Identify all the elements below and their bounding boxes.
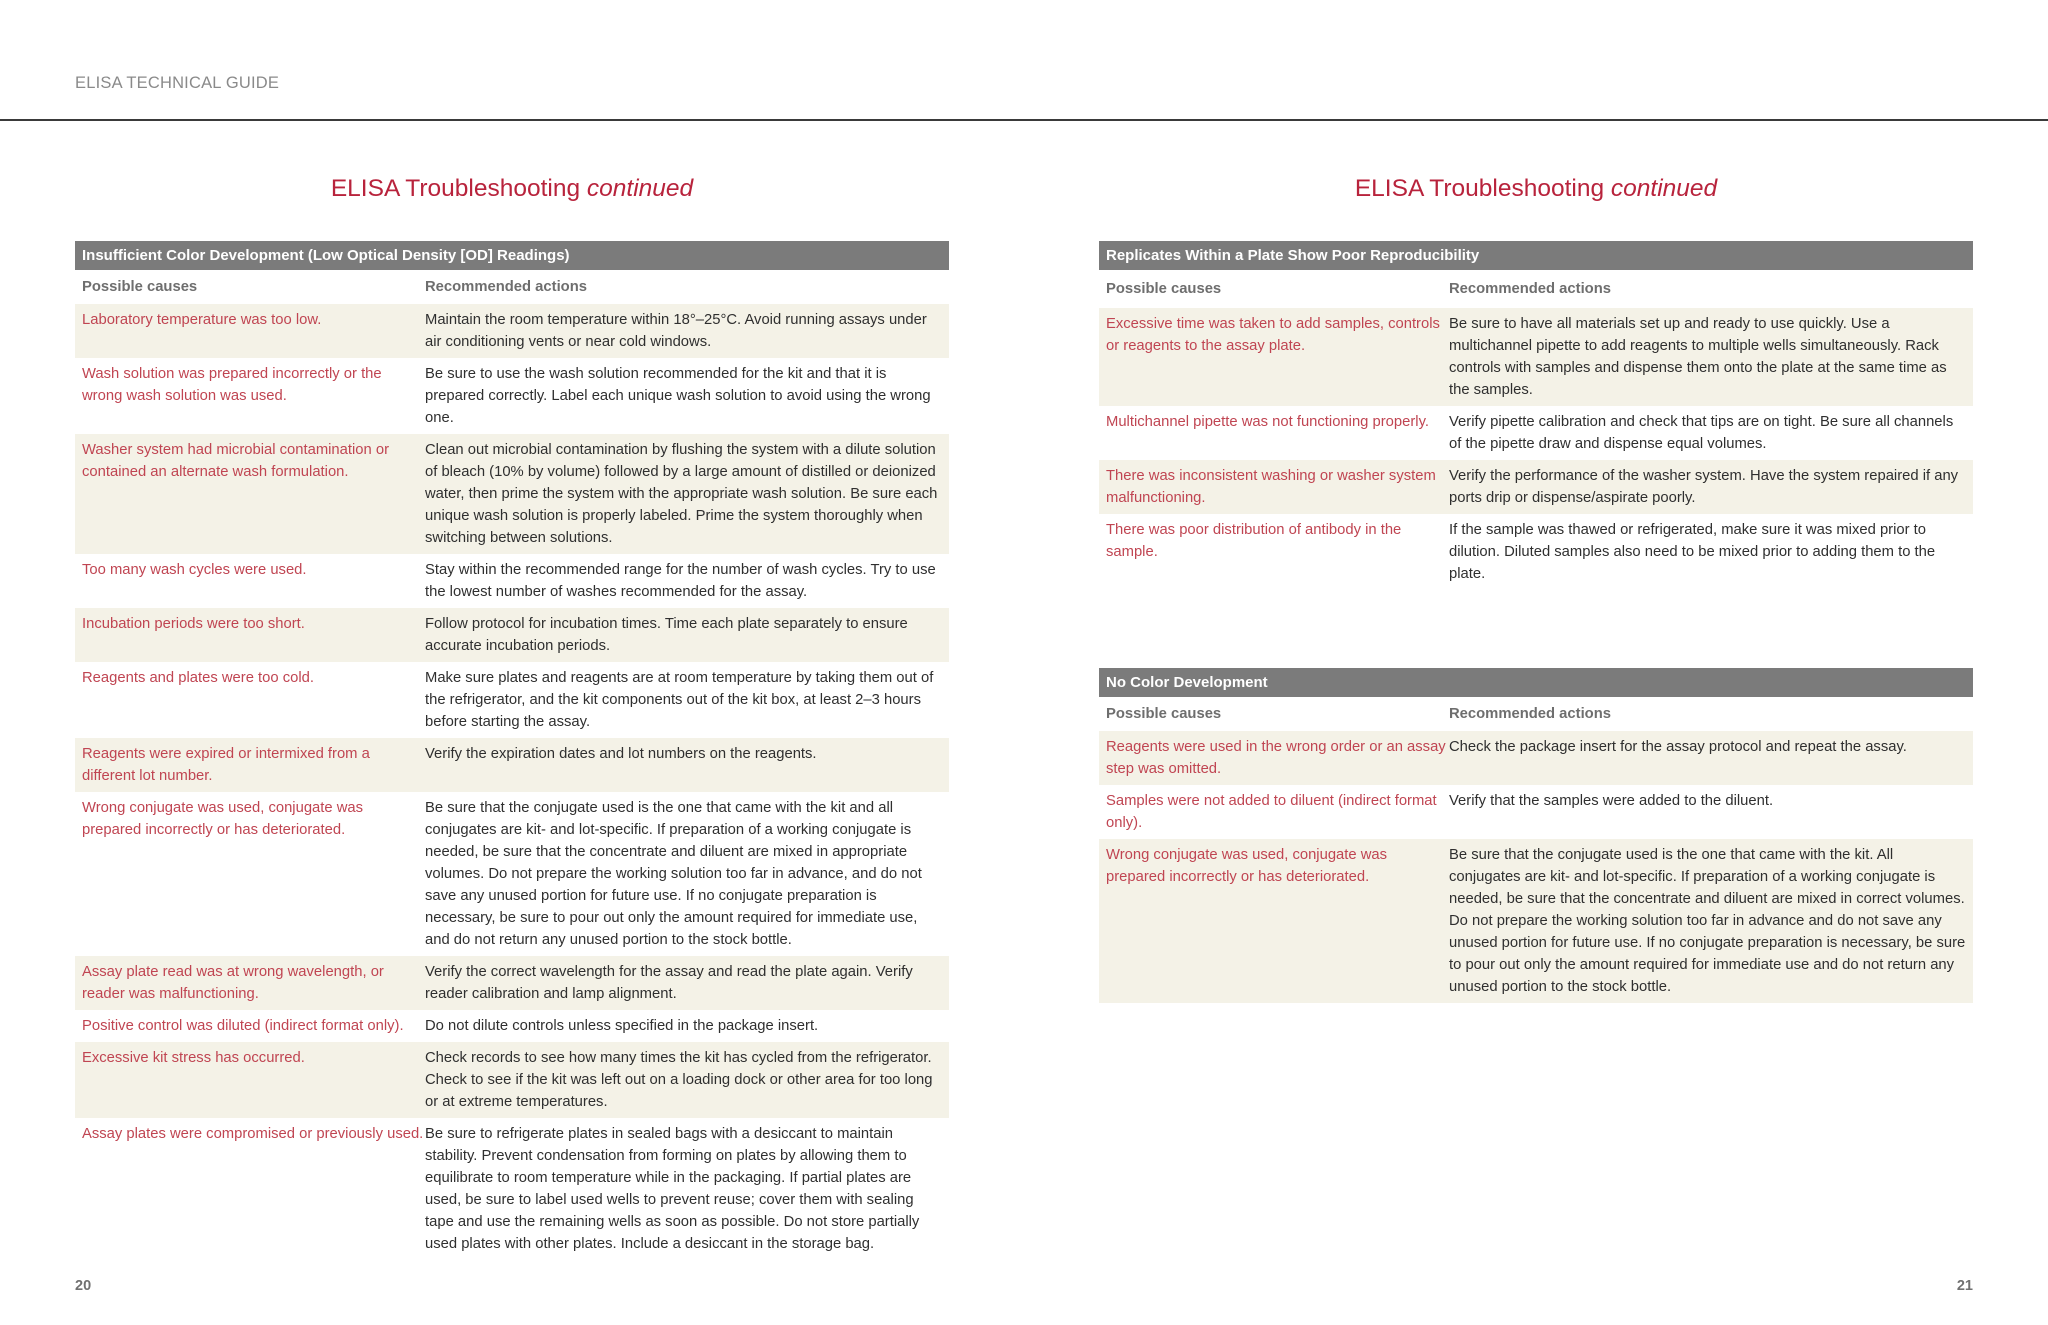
action-cell: Verify the expiration dates and lot numbers on the reagents. [425, 746, 817, 762]
table-row [75, 358, 949, 434]
cause-cell: Wrong conjugate was used, conjugate was prepared incorrectly or has deteriorated. [82, 800, 364, 838]
column-headers [1099, 697, 1973, 731]
table-row [1099, 406, 1973, 460]
cause-cell: Incubation periods were too short. [82, 616, 305, 632]
action-cell: Be sure to use the wash solution recommended for the kit and that it is prepared correctly. Label each unique wash solution to avoid using the wrong one. [425, 366, 931, 426]
col-possible-causes: Possible causes [1106, 706, 1222, 722]
title-italic: continued [1610, 175, 1718, 202]
troubleshooting-table [75, 241, 949, 1260]
col-possible-causes: Possible causes [82, 279, 198, 295]
table-row [1099, 308, 1973, 406]
action-cell: Be sure to refrigerate plates in sealed bags with a desiccant to maintain stability. Prevent condensation from forming on plates by allowing them to equilibrate to room temperature while in the packaging. If partial plates are used, be sure to label used wells to prevent reuse; cover them with sealing tape and use the remaining wells as soon as possible. Do not store partially used plates with other plates. Include a desiccant in the storage bag. [425, 1126, 920, 1252]
table-row [75, 792, 949, 956]
table-row [75, 608, 949, 662]
action-cell: Follow protocol for incubation times. Time each plate separately to ensure accurate incubation periods. [425, 616, 908, 654]
column-headers [1099, 270, 1973, 308]
action-cell: Do not dilute controls unless specified in the package insert. [425, 1018, 819, 1034]
title-main: ELISA Troubleshooting [330, 175, 587, 202]
page-title [1099, 175, 1973, 203]
table-rows [1099, 731, 1973, 1003]
cause-cell: Washer system had microbial contamination or contained an alternate wash formulation. [82, 442, 390, 480]
column-headers [75, 270, 949, 304]
table-heading: No Color Development [1099, 668, 1973, 697]
action-cell: Verify pipette calibration and check that tips are on tight. Be sure all channels of the pipette draw and dispense equal volumes. [1449, 414, 1954, 452]
cause-cell: Excessive time was taken to add samples, controls or reagents to the assay plate. [1106, 316, 1440, 354]
cause-cell: There was inconsistent washing or washer system malfunctioning. [1106, 468, 1436, 506]
table-row [75, 662, 949, 738]
cause-cell: There was poor distribution of antibody in the sample. [1106, 522, 1402, 560]
action-cell: Maintain the room temperature within 18°–25°C. Avoid running assays under air conditioning vents or near cold windows. [425, 312, 927, 350]
table-row [75, 1010, 949, 1042]
table-row [1099, 785, 1973, 839]
cause-cell: Samples were not added to diluent (indirect format only). [1106, 793, 1437, 831]
table-row [75, 956, 949, 1010]
table-row [1099, 731, 1973, 785]
col-recommended-actions: Recommended actions [1449, 706, 1611, 722]
cause-cell: Assay plates were compromised or previously used. [82, 1126, 424, 1142]
troubleshooting-table-replicates [1099, 241, 1973, 590]
table-rows [1099, 308, 1973, 590]
cause-cell: Reagents were expired or intermixed from a different lot number. [82, 746, 370, 784]
title-italic: continued [586, 175, 694, 202]
table-row [75, 1118, 949, 1260]
table-row [75, 1042, 949, 1118]
col-recommended-actions: Recommended actions [1449, 281, 1611, 297]
table-row [1099, 514, 1973, 590]
action-cell: Be sure that the conjugate used is the one that came with the kit and all conjugates are kit- and lot-specific. If preparation of a working conjugate is needed, be sure that the concentrate and diluent are mixed in appropriate volumes. Do not prepare the working solution too far in advance, and do not save any unused portion for future use. If no conjugate preparation is necessary, be sure to pour out only the amount required for immediate use, and do not return any unused portion to the stock bottle. [425, 800, 922, 948]
cause-cell: Reagents were used in the wrong order or an assay step was omitted. [1106, 739, 1446, 777]
action-cell: Be sure to have all materials set up and ready to use quickly. Use a multichannel pipette to add reagents to multiple wells simultaneously. Rack controls with samples and dispense them onto the plate at the same time as the samples. [1449, 316, 1947, 398]
cause-cell: Positive control was diluted (indirect format only). [82, 1018, 404, 1034]
cause-cell: Excessive kit stress has occurred. [82, 1050, 305, 1066]
page-title [75, 175, 949, 203]
cause-cell: Wrong conjugate was used, conjugate was prepared incorrectly or has deteriorated. [1106, 847, 1388, 885]
table-row [1099, 460, 1973, 514]
table-row [75, 434, 949, 554]
cause-cell: Too many wash cycles were used. [82, 562, 307, 578]
action-cell: Stay within the recommended range for the number of wash cycles. Try to use the lowest number of washes recommended for the assay. [425, 562, 936, 600]
action-cell: Verify the performance of the washer system. Have the system repaired if any ports drip or dispense/aspirate poorly. [1449, 468, 1959, 506]
table-heading: Replicates Within a Plate Show Poor Reproducibility [1099, 241, 1973, 270]
action-cell: Check the package insert for the assay protocol and repeat the assay. [1449, 739, 1907, 755]
table-row [75, 554, 949, 608]
action-cell: Make sure plates and reagents are at room temperature by taking them out of the refrigerator, and the kit components out of the kit box, at least 2–3 hours before starting the assay. [425, 670, 934, 730]
action-cell: Verify the correct wavelength for the assay and read the plate again. Verify reader calibration and lamp alignment. [425, 964, 913, 1002]
action-cell: If the sample was thawed or refrigerated, make sure it was mixed prior to dilution. Diluted samples also need to be mixed prior to adding them to the plate. [1449, 522, 1936, 582]
cause-cell: Reagents and plates were too cold. [82, 670, 314, 686]
page-number: 20 [75, 1278, 92, 1294]
cause-cell: Laboratory temperature was too low. [82, 312, 322, 328]
col-possible-causes: Possible causes [1106, 281, 1222, 297]
table-row [1099, 839, 1973, 1003]
table-row [75, 738, 949, 792]
header-rule [0, 119, 2048, 121]
cause-cell: Multichannel pipette was not functioning properly. [1106, 414, 1429, 430]
table-rows [75, 304, 949, 1260]
col-recommended-actions: Recommended actions [425, 279, 587, 295]
cause-cell: Wash solution was prepared incorrectly or the wrong wash solution was used. [82, 366, 382, 404]
page-number: 21 [1956, 1278, 1973, 1294]
action-cell: Verify that the samples were added to the diluent. [1449, 793, 1774, 809]
table-heading: Insufficient Color Development (Low Optical Density [OD] Readings) [75, 241, 949, 270]
running-head: ELISA TECHNICAL GUIDE [75, 74, 280, 92]
cause-cell: Assay plate read was at wrong wavelength, or reader was malfunctioning. [82, 964, 384, 1002]
action-cell: Check records to see how many times the kit has cycled from the refrigerator. Check to see if the kit was left out on a loading dock or other area for too long or at extreme temperatures. [425, 1050, 933, 1110]
action-cell: Clean out microbial contamination by flushing the system with a dilute solution of bleach (10% by volume) followed by a large amount of distilled or deionized water, then prime the system with the appropriate wash solution. Be sure each unique wash solution is properly labeled. Prime the system thoroughly when switching between solutions. [425, 442, 938, 546]
table-row [75, 304, 949, 358]
troubleshooting-table-no-color [1099, 668, 1973, 1003]
title-main: ELISA Troubleshooting [1354, 175, 1611, 202]
action-cell: Be sure that the conjugate used is the one that came with the kit. All conjugates are kit- and lot-specific. If preparation of a working conjugate is needed, be sure that the concentrate and diluent are mixed in correct volumes. Do not prepare the working solution too far in advance and do not save any unused portion for future use. If no conjugate preparation is necessary, be sure to pour out only the amount required for immediate use and do not return any unused portion to the stock bottle. [1449, 847, 1966, 995]
